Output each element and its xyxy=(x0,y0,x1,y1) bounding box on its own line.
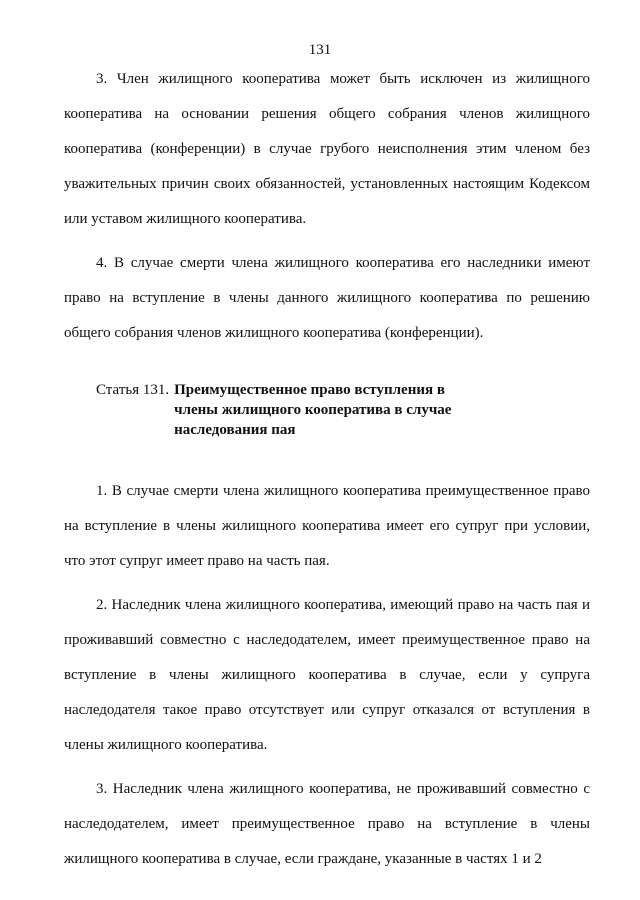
article-title xyxy=(174,380,451,440)
article-title-line: наследования пая xyxy=(174,422,296,438)
paragraph-4-heirs: 4. В случае смерти члена жилищного кооператива его наследники имеют право на вступление в члены данного жилищного кооператива по решению общего собрания членов жилищного кооператива (конференции). xyxy=(64,255,590,341)
paragraph-3-non-cohabiting-heir: 3. Наследник члена жилищного кооператива, не проживавший совместно с наследодателем, имеет преимущественное право на вступление в члены жилищного кооператива в случае, если граждане, указанные в частях 1 и 2 xyxy=(64,781,590,867)
bottom-section xyxy=(64,474,590,877)
article-label: Статья 131. xyxy=(96,382,170,398)
paragraph-1-spouse: 1. В случае смерти члена жилищного кооператива преимущественное право на вступление в члены жилищного кооператива имеет его супруг при условии, что этот супруг имеет право на часть пая. xyxy=(64,483,590,569)
article-title-line: Преимущественное право вступления в xyxy=(174,382,445,398)
paragraph-3-exclusion: 3. Член жилищного кооператива может быть исключен из жилищного кооператива на основании решения общего собрания членов жилищного кооператива (конференции) в случае грубого неисполнения этим членом без уважительных причин своих обязанностей, установленных настоящим Кодексом или уставом жилищного кооператива. xyxy=(64,71,590,227)
top-section xyxy=(64,62,590,351)
article-heading xyxy=(96,380,556,440)
paragraph-2-cohabiting-heir: 2. Наследник члена жилищного кооператива, имеющий право на часть пая и проживавший совместно с наследодателем, имеет преимущественное право на вступление в члены жилищного кооператива в случае, если у супруга наследодателя такое право отсутствует или супруг отказался от вступления в члены жилищного кооператива. xyxy=(64,597,590,753)
page-number: 131 xyxy=(308,42,332,58)
article-title-line: члены жилищного кооператива в случае xyxy=(174,402,452,418)
